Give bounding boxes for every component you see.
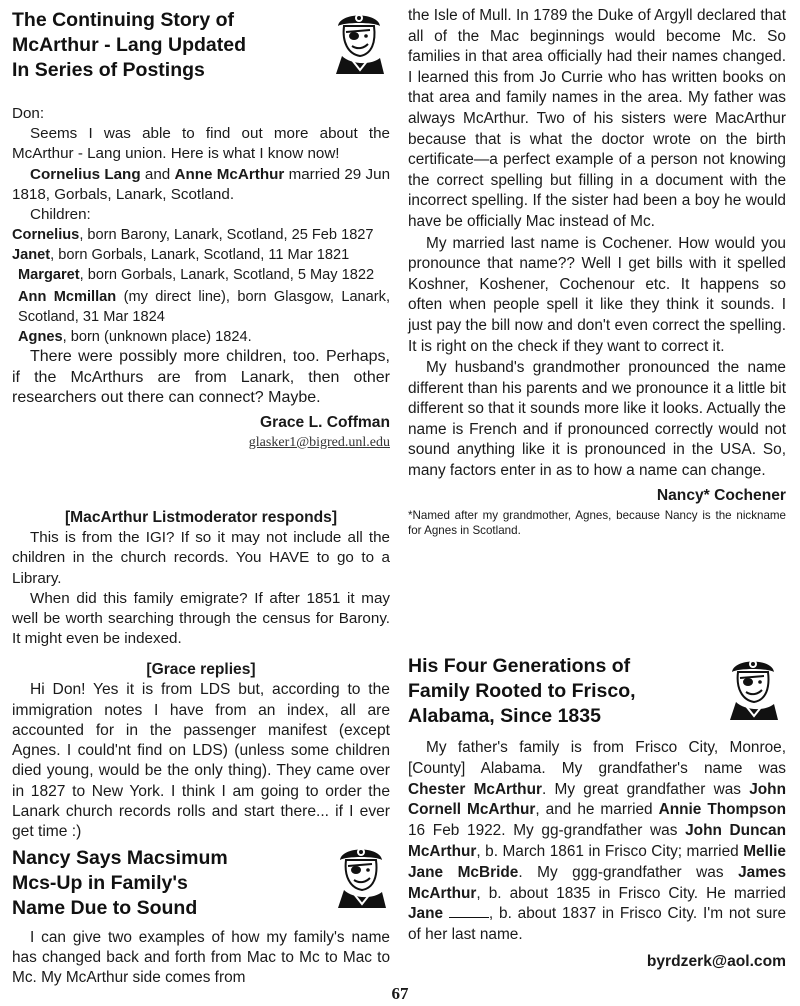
child-detail: , born (unknown place) 1824. bbox=[62, 329, 252, 346]
article2-body-start bbox=[12, 928, 390, 989]
text-segment: 16 Feb 1922. My gg-grandfather was bbox=[408, 822, 686, 840]
headline-line: Alabama, Since 1835 bbox=[408, 705, 601, 727]
child-name: Cornelius bbox=[12, 227, 80, 244]
blank-line bbox=[449, 917, 489, 918]
person-name: Annie Thompson bbox=[658, 801, 786, 819]
moderator-paragraph: This is from the IGI? If so it may not include all the children in the church records. You HAVE to go to a Library. bbox=[12, 529, 390, 587]
text-segment: . My ggg-grandfather was bbox=[518, 863, 739, 881]
moderator-paragraph: When did this family emigrate? If after 1851 it may well be worth searching through the census for Barony. It might even be indexed. bbox=[12, 589, 390, 648]
text-segment: , b. about 1835 in Frisco City. He married bbox=[476, 884, 786, 902]
text-segment: . My great grandfather was bbox=[541, 780, 750, 798]
child-entry bbox=[12, 245, 390, 265]
child-name: Ann Mcmillan bbox=[18, 289, 117, 306]
headline-line: McArthur - Lang Updated bbox=[12, 34, 246, 56]
moderator-heading: [MacArthur Listmoderator responds] bbox=[64, 509, 338, 526]
salutation: Don: bbox=[12, 105, 45, 122]
footnote: *Named after my grandmother, Agnes, because Nancy is the nickname for Agnes in Scotland. bbox=[408, 508, 786, 537]
parents-paragraph bbox=[12, 165, 390, 205]
text-segment: , b. March 1861 in Frisco City; married bbox=[476, 842, 744, 860]
person-name: Mellie Jane McBride bbox=[408, 842, 786, 881]
marriage-detail: married 29 Jun 1818, Gorbals, Lanark, Scotland. bbox=[12, 165, 391, 203]
headline-line: Mcs-Up in Family's bbox=[12, 872, 188, 894]
grace-reply-section bbox=[12, 660, 390, 843]
intro-paragraph: Seems I was able to find out more about the McArthur - Lang union. Here is what I know now! bbox=[12, 125, 390, 163]
child-detail: , born Gorbals, Lanark, Scotland, 5 May 1822 bbox=[79, 267, 375, 284]
pirate-mascot-icon bbox=[724, 654, 782, 720]
headline-line: Family Rooted to Frisco, bbox=[408, 680, 636, 702]
child-detail: (my direct line), born Glasgow, Lanark, Scotland, 31 Mar 1824 bbox=[18, 289, 391, 326]
person-name: James McArthur bbox=[408, 863, 787, 902]
child-detail: , born Barony, Lanark, Scotland, 25 Feb 1827 bbox=[79, 227, 374, 244]
grace-reply-paragraph: Hi Don! Yes it is from LDS but, according to the immigration notes I have from an index, all are accounted for in the passenger manifest (except Agnes. I could'nt find on LDS) (unless some children died young, would be the only thing). They came over in 1827 to New York. I think I am going to order the Lanark church records rolls and start there... if I ever get time :) bbox=[12, 681, 390, 841]
mother-name: Anne McArthur bbox=[174, 165, 285, 183]
headline-line: Name Due to Sound bbox=[12, 897, 198, 919]
article2-paragraph: the Isle of Mull. In 1789 the Duke of Argyll declared that all of the Mac beginnings would become Mc. So families in that area officially had their names changed. I learned this from Jo Currie who has written books on that area and family names in the area. My father was always McArthur. Two of his sisters were MacArthur because that is what the doctor wrote on the birth certificate—a perfect example of a person not knowing the correct spelling but filling in a document with the incorrect spelling. If the sister had been a boy he would have be officially Mac instead of Mc. bbox=[408, 7, 786, 230]
closing-paragraph: There were possibly more children, too. Perhaps, if the McArthurs are from Lanark, then other researchers out there can connect? Maybe. bbox=[12, 348, 390, 407]
person-name: John Duncan McArthur bbox=[408, 822, 786, 860]
moderator-section bbox=[12, 508, 390, 649]
article2-paragraph: I can give two examples of how my family's name has changed back and forth from Mac to Mc to Mac to Mc. My McArthur side comes from bbox=[12, 929, 390, 987]
headline-line: In Series of Postings bbox=[12, 59, 205, 81]
headline-line: The Continuing Story of bbox=[12, 9, 235, 31]
person-name: Jane bbox=[408, 905, 444, 923]
child-entry bbox=[12, 287, 390, 327]
text-segment: My father's family is from Frisco City, Monroe, [County] Alabama. My grandfather's name was bbox=[408, 739, 786, 777]
pirate-mascot-icon bbox=[332, 842, 390, 908]
email-link-byrdzerk[interactable]: byrdzerk@aol.com bbox=[646, 952, 786, 970]
father-name: Cornelius Lang bbox=[30, 165, 141, 183]
article3-body bbox=[408, 738, 786, 972]
person-name: John Cornell McArthur bbox=[408, 780, 786, 819]
text-segment: , b. about 1837 in Frisco City. I'm not sure of her last name. bbox=[408, 905, 787, 944]
article2-paragraph: My husband's grandmother pronounced the name different than his parents and we pronounce it a little bit different so that it sounds more like it looks. Actually the name is French and if pronounced correctly would not sound anything like it is pronounced in the USA. So, many factors enter in as to how a name can change. bbox=[408, 359, 786, 480]
pirate-mascot-icon bbox=[330, 8, 388, 74]
headline-line: Nancy Says Macsimum bbox=[12, 847, 228, 869]
email-link-grace[interactable]: glasker1@bigred.unl.edu bbox=[248, 434, 390, 450]
article1-headline bbox=[12, 8, 332, 83]
article3-headline bbox=[408, 654, 718, 729]
article1-body bbox=[12, 104, 390, 453]
grace-reply-heading: [Grace replies] bbox=[146, 661, 256, 678]
article2-paragraph: My married last name is Cochener. How would you pronounce that name?? Well I get bills with it spelled Koshner, Koshener, Cochenour etc. It happens so often when people spell it like they think it sounds. I just pay the bill now and don't even correct the spelling. It is right on the check if they want to correct it. bbox=[408, 234, 786, 355]
person-name: Chester McArthur bbox=[408, 780, 542, 798]
child-entry bbox=[12, 265, 390, 285]
article2-headline bbox=[12, 846, 332, 921]
child-name: Margaret bbox=[18, 267, 80, 284]
child-detail: , born Gorbals, Lanark, Scotland, 11 Mar 1821 bbox=[50, 247, 350, 264]
child-name: Janet bbox=[12, 247, 51, 264]
page-number: 67 bbox=[391, 984, 409, 1003]
child-name: Agnes bbox=[18, 329, 63, 346]
signature-nancy: Nancy* Cochener bbox=[656, 486, 786, 504]
headline-line: His Four Generations of bbox=[408, 655, 631, 677]
child-entry bbox=[12, 225, 390, 245]
article3-paragraph bbox=[408, 738, 786, 946]
article2-body-cont bbox=[408, 6, 786, 538]
child-entry bbox=[12, 327, 390, 347]
parents-and: and bbox=[140, 165, 175, 183]
children-label: Children: bbox=[30, 206, 91, 224]
text-segment: , and he married bbox=[535, 801, 659, 819]
signature-grace: Grace L. Coffman bbox=[260, 413, 390, 431]
